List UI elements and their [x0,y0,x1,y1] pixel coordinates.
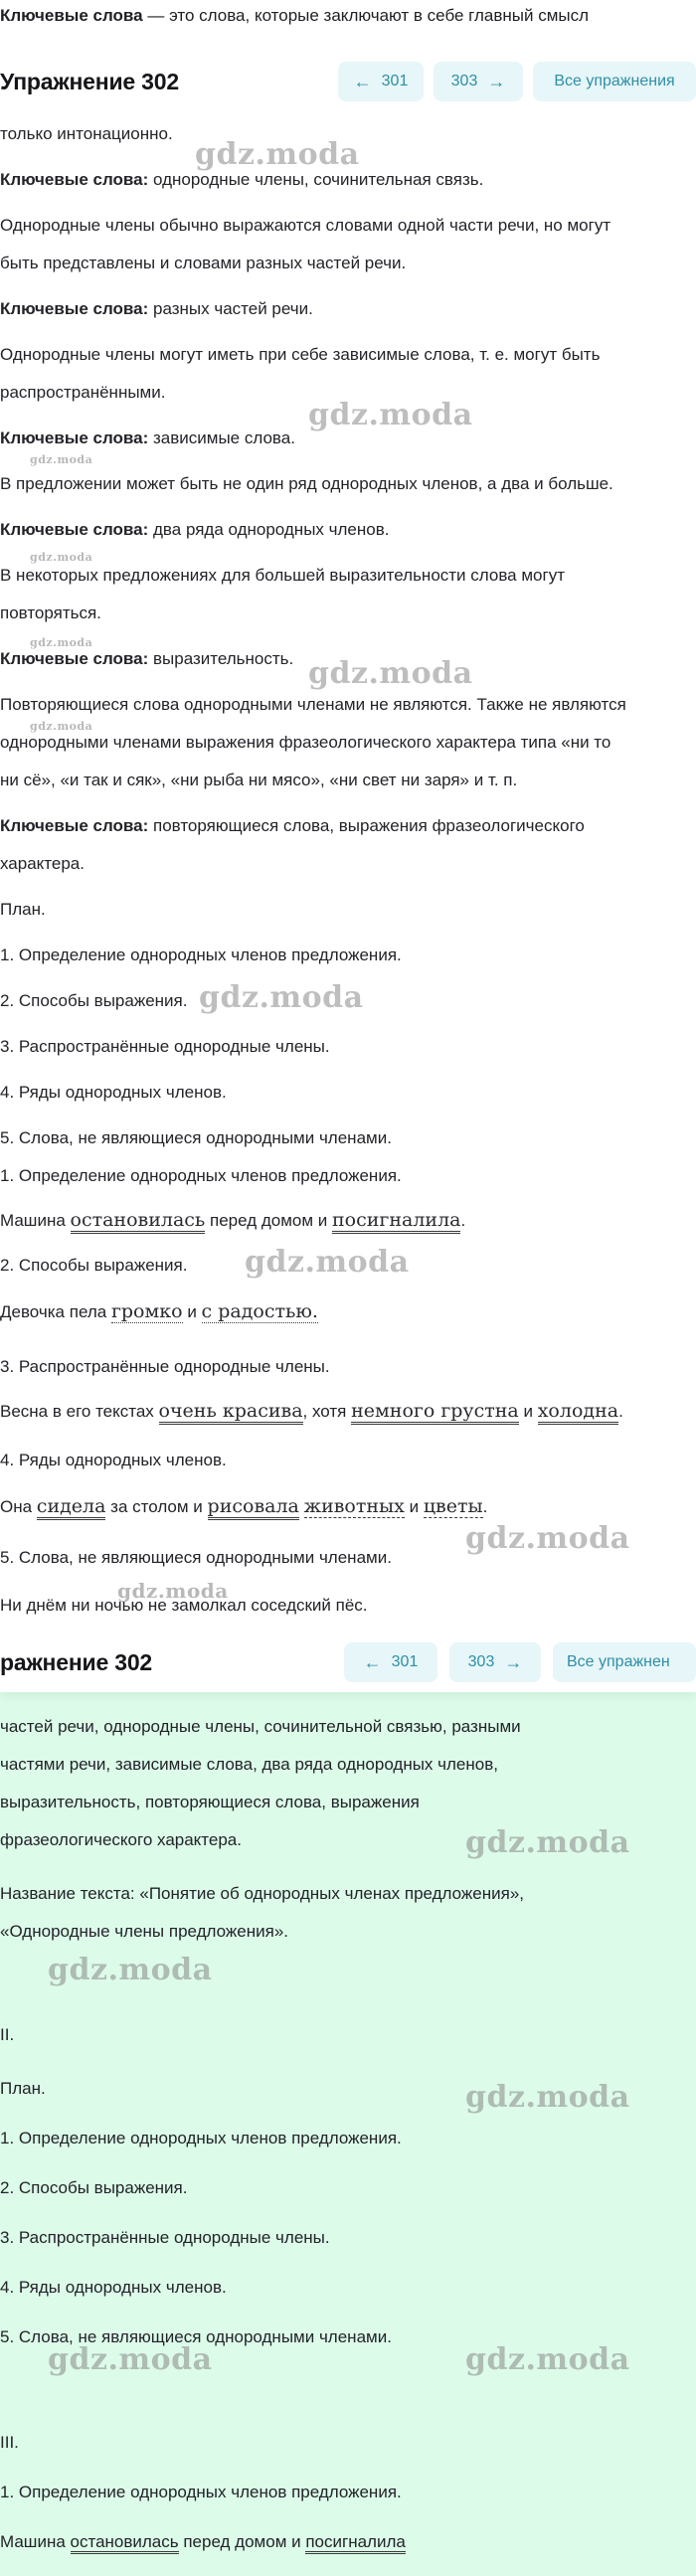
keywords-text: повторяющиеся слова, выражения фразеологического [148,816,585,835]
watermark: gdz.moda [308,656,473,691]
exercise-header-sticky [0,1632,696,1692]
all-exercises-label: Все упражнен [567,1653,670,1670]
text-line: В некоторых предложениях для большей выразительности слова могут [0,566,565,585]
text-line: быть представлены и словами разных частей речи. [0,254,407,272]
keywords-text: разных частей речи. [148,299,313,318]
plan-item: 2. Способы выражения. [0,1256,188,1275]
watermark: gdz.moda [48,2342,213,2377]
next-exercise-button[interactable] [449,1642,541,1682]
next-exercise-label: 303 [467,1653,495,1670]
keywords-label: Ключевые слова: [0,170,149,189]
object-word: цветы [423,1495,483,1517]
text-line: Однородные члены обычно выражаются словами одной части речи, но могут [0,216,611,235]
watermark: gdz.moda [30,453,93,466]
sentence-text: перед домом и [205,1211,332,1230]
plan-item: 3. Распространённые однородные члены. [0,2228,330,2247]
next-exercise-button[interactable] [434,62,523,101]
watermark: gdz.moda [117,1579,229,1603]
keywords-label: Ключевые слова: [0,649,149,668]
keywords-line [0,519,389,541]
sentence-text: . [460,1211,466,1230]
plan-item: 2. Способы выражения. [0,991,188,1010]
example-sentence: Ни днём ни ночью не замолкал соседский пёс. [0,1596,368,1615]
predicate-word: остановилась [71,2532,179,2554]
all-exercises-button[interactable] [553,1642,696,1682]
text-line: однородными членами выражения фразеологического характера типа «ни то [0,733,611,752]
plan-item: 3. Распространённые однородные члены. [0,1357,330,1376]
top-keywords-line [0,6,589,26]
text-line: частями речи, зависимые слова, два ряда однородных членов, [0,1755,498,1774]
text-line: Название текста: «Понятие об однородных членах предложения», [0,1884,525,1903]
prev-exercise-button[interactable] [338,62,424,101]
plan-item: 4. Ряды однородных членов. [0,1083,227,1102]
predicate-word: рисовала [208,1495,299,1520]
keywords-text: однородные члены, сочинительная связь. [148,170,484,189]
text-line: Однородные члены могут иметь при себе зависимые слова, т. е. могут быть [0,345,601,364]
example-sentence [0,2531,406,2553]
keywords-line [0,815,585,837]
plan-item: 1. Определение однородных членов предложения. [0,2483,402,2501]
keywords-line [0,648,293,670]
plan-item: 4. Ряды однородных членов. [0,1451,227,1469]
example-sentence [0,1209,465,1232]
text-line: повторяться. [0,603,101,622]
sentence-text: Весна в его текстах [0,1402,159,1421]
watermark: gdz.moda [465,1521,630,1556]
watermark: gdz.moda [465,2342,630,2377]
sentence-text: . [482,1497,488,1516]
keywords-label: Ключевые слова: [0,520,149,539]
exercise-header [0,52,696,111]
sentence-text: Она [0,1497,37,1516]
section-number: II. [0,2025,15,2044]
watermark: gdz.moda [199,980,364,1015]
plan-heading: План. [0,900,46,919]
arrow-right-icon: → [487,71,506,91]
keywords-label: Ключевые слова [0,6,143,25]
text-line: распространёнными. [0,383,166,402]
text-line: фразеологического характера. [0,1830,242,1849]
keywords-line [0,169,483,191]
prev-exercise-button[interactable] [344,1642,437,1682]
plan-item: 5. Слова, не являющиеся однородными членами. [0,1128,392,1147]
predicate-word: посигналила [332,1209,460,1234]
plan-item: 1. Определение однородных членов предложения. [0,1166,402,1185]
all-exercises-label: Все упражнения [554,73,675,89]
text-line: частей речи, однородные члены, сочинительной связью, разными [0,1717,521,1736]
predicate-word: посигналила [305,2532,406,2554]
sentence-text: и [182,1302,202,1321]
sentence-text: за столом и [105,1497,208,1516]
keywords-line [0,428,295,449]
adverbial-word: громко [110,1300,183,1322]
predicate-word: холодна [538,1400,618,1425]
next-exercise-label: 303 [450,73,478,89]
text-line: Повторяющиеся слова однородными членами не являются. Также не являются [0,695,626,714]
sentence-text: и [404,1497,424,1516]
predicate-word: очень красива [159,1400,303,1425]
plan-heading: План. [0,2079,46,2098]
arrow-left-icon: ← [363,1651,382,1672]
keywords-text: выразительность. [148,649,294,668]
keywords-label: Ключевые слова: [0,429,149,447]
example-sentence [0,1300,318,1323]
plan-item: 2. Способы выражения. [0,2178,188,2197]
text-line: «Однородные члены предложения». [0,1922,288,1941]
example-sentence [0,1400,623,1423]
keywords-label: Ключевые слова: [0,299,149,318]
keywords-text: зависимые слова. [148,429,295,447]
watermark: gdz.moda [30,551,93,564]
watermark: gdz.moda [30,720,93,733]
all-exercises-button[interactable] [533,62,696,101]
watermark: gdz.moda [308,398,473,432]
text-line: В предложении может быть не один ряд однородных членов, а два и больше. [0,474,613,493]
plan-item: 3. Распространённые однородные члены. [0,1037,330,1056]
sentence-text: , хотя [302,1402,352,1421]
sentence-text: перед домом и [178,2532,306,2551]
text-line: только интонационно. [0,124,173,143]
arrow-left-icon: ← [353,71,372,91]
watermark: gdz.moda [245,1245,410,1280]
example-sentence [0,1495,487,1518]
watermark: gdz.moda [465,2080,630,2115]
text-line: характера. [0,854,85,873]
predicate-word: немного грустна [351,1400,519,1425]
keywords-label: Ключевые слова: [0,816,149,835]
watermark: gdz.moda [465,1825,630,1860]
watermark: gdz.moda [48,1953,213,1987]
plan-item: 1. Определение однородных членов предложения. [0,2129,402,2147]
prev-exercise-label: 301 [391,1653,419,1670]
sentence-text: и [518,1402,538,1421]
keywords-line [0,298,313,320]
plan-item: 4. Ряды однородных членов. [0,2278,227,2297]
sentence-text: Девочка пела [0,1302,111,1321]
text-line: ни сё», «и так и сяк», «ни рыба ни мясо», «ни свет ни заря» и т. п. [0,771,518,789]
section-number: III. [0,2433,19,2452]
watermark: gdz.moda [30,636,93,649]
sentence-text: Машина [0,1211,71,1230]
exercise-title: Упражнение 302 [0,68,179,94]
exercise-title: ражнение 302 [0,1648,153,1675]
keywords-text: два ряда однородных членов. [148,520,390,539]
plan-item: 5. Слова, не являющиеся однородными членами. [0,2327,392,2346]
sentence-text: Машина [0,2532,71,2551]
arrow-right-icon: → [504,1651,523,1672]
plan-item: 5. Слова, не являющиеся однородными членами. [0,1548,392,1567]
prev-exercise-label: 301 [381,73,409,89]
text-line: выразительность, повторяющиеся слова, выражения [0,1793,420,1811]
keywords-text: — это слова, которые заключают в себе главный смысл [142,6,590,25]
watermark: gdz.moda [195,137,360,172]
sentence-text [299,1497,304,1516]
object-word: животных [303,1495,405,1517]
sentence-text: . [618,1402,623,1421]
adverbial-word: с радостью. [201,1300,318,1322]
predicate-word: остановилась [71,1209,206,1234]
plan-item: 1. Определение однородных членов предложения. [0,945,402,964]
predicate-word: сидела [37,1495,106,1520]
